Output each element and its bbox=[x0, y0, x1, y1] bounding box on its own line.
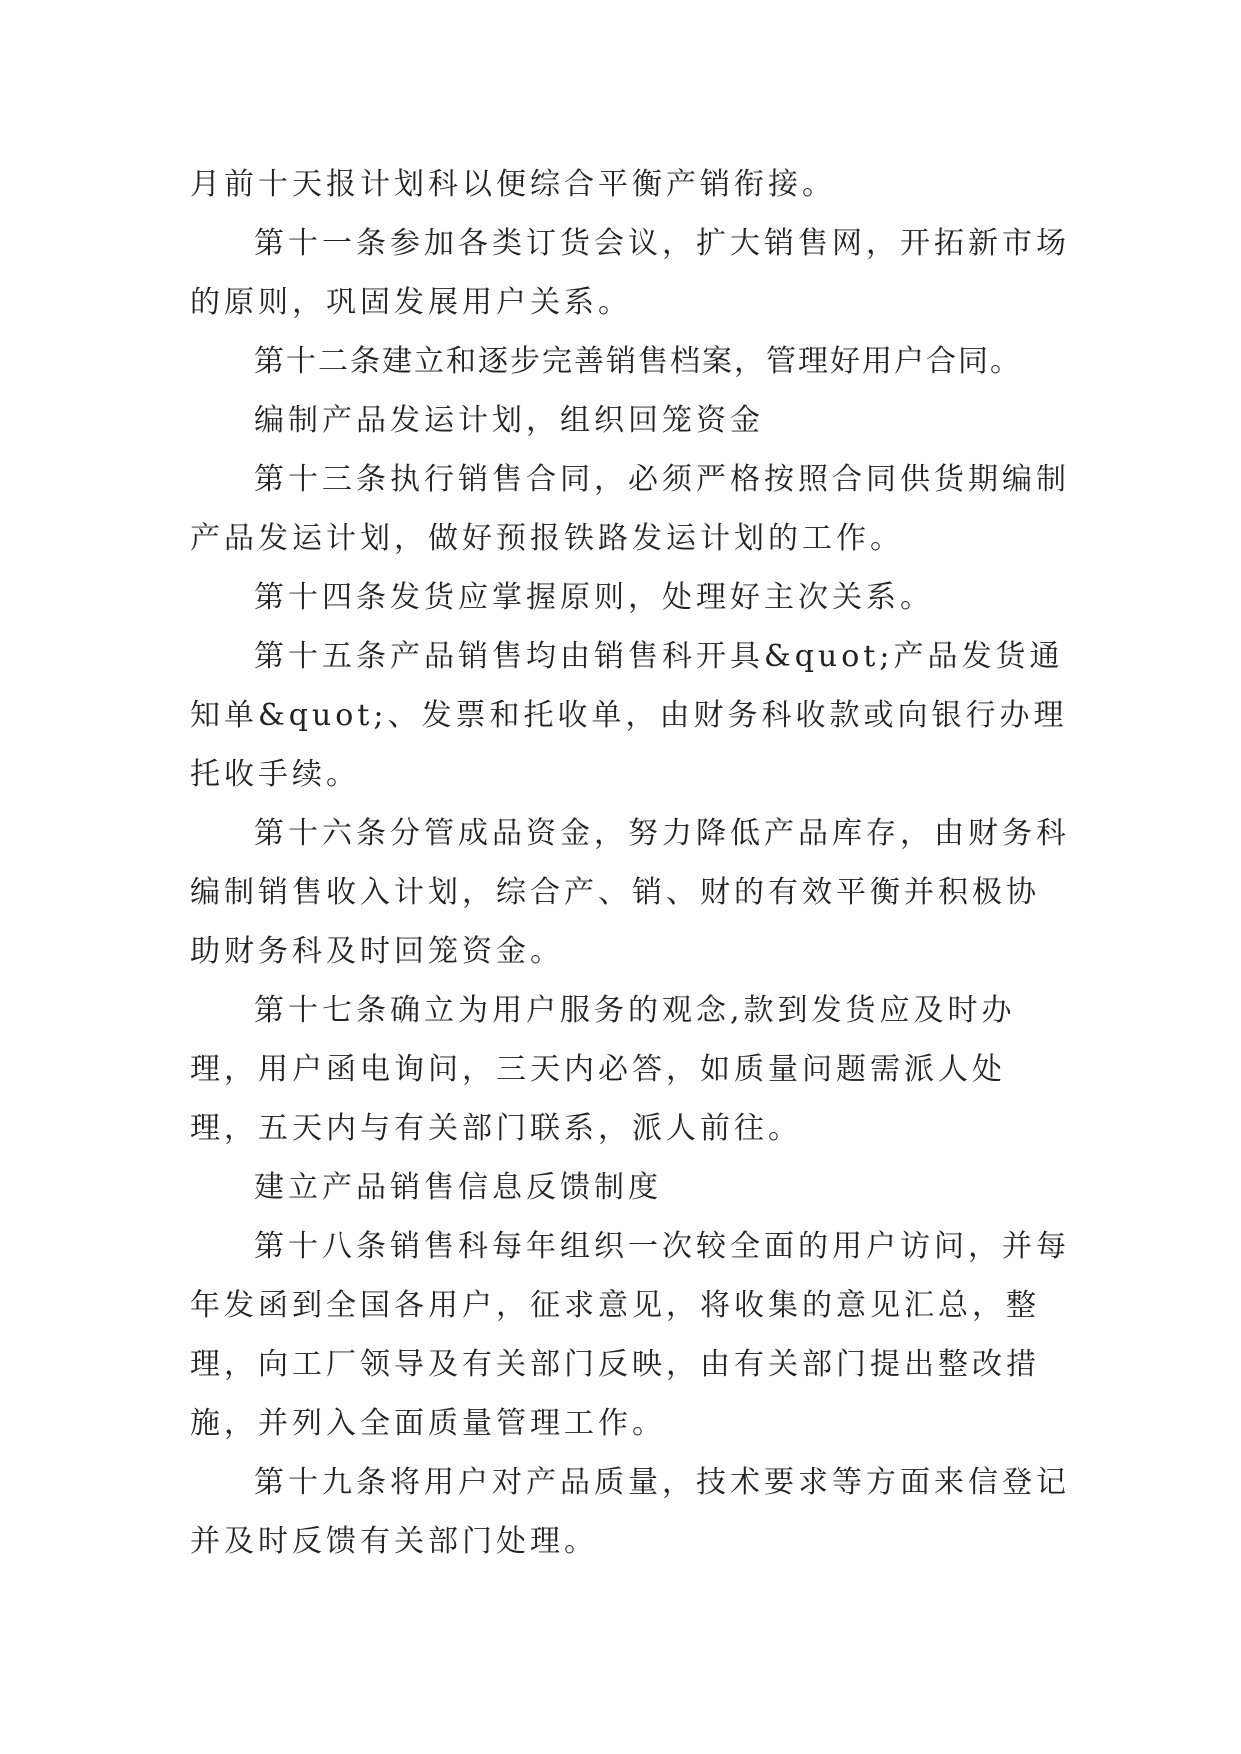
paragraph-10: 第十九条将用户对产品质量，技术要求等方面来信登记并及时反馈有关部门处理。 bbox=[190, 1465, 1070, 1559]
paragraph-8: 第十七条确立为用户服务的观念,款到发货应及时办理，用户函电询问，三天内必答，如质量问题需派人处理，五天内与有关部门联系，派人前往。 bbox=[190, 993, 1016, 1146]
paragraph-1: 月前十天报计划科以便综合平衡产销衔接。 bbox=[190, 167, 836, 202]
paragraph-9: 第十八条销售科每年组织一次较全面的用户访问，并每年发函到全国各用户，征求意见，将收集的意见汇总，整理，向工厂领导及有关部门反映，由有关部门提出整改措施，并列入全面质量管理工作。 bbox=[190, 1229, 1070, 1441]
paragraph-4: 第十三条执行销售合同，必须严格按照合同供货期编制产品发运计划，做好预报铁路发运计划的工作。 bbox=[190, 462, 1070, 556]
paragraph-2: 第十一条参加各类订货会议，扩大销售网，开拓新市场的原则，巩固发展用户关系。 bbox=[190, 226, 1070, 320]
section-heading-feedback-system: 建立产品销售信息反馈制度 bbox=[254, 1170, 662, 1205]
paragraph-5: 第十四条发货应掌握原则，处理好主次关系。 bbox=[254, 580, 934, 615]
paragraph-6: 第十五条产品销售均由销售科开具&quot;产品发货通知单&quot;、发票和托收单，由财务科收款或向银行办理托收手续。 bbox=[190, 639, 1068, 792]
section-heading-shipping-plan: 编制产品发运计划，组织回笼资金 bbox=[254, 403, 764, 438]
paragraph-7: 第十六条分管成品资金，努力降低产品库存，由财务科编制销售收入计划，综合产、销、财的有效平衡并积极协助财务科及时回笼资金。 bbox=[190, 816, 1070, 969]
document-body bbox=[190, 155, 1070, 1571]
paragraph-3: 第十二条建立和逐步完善销售档案，管理好用户合同。 bbox=[254, 344, 1022, 379]
